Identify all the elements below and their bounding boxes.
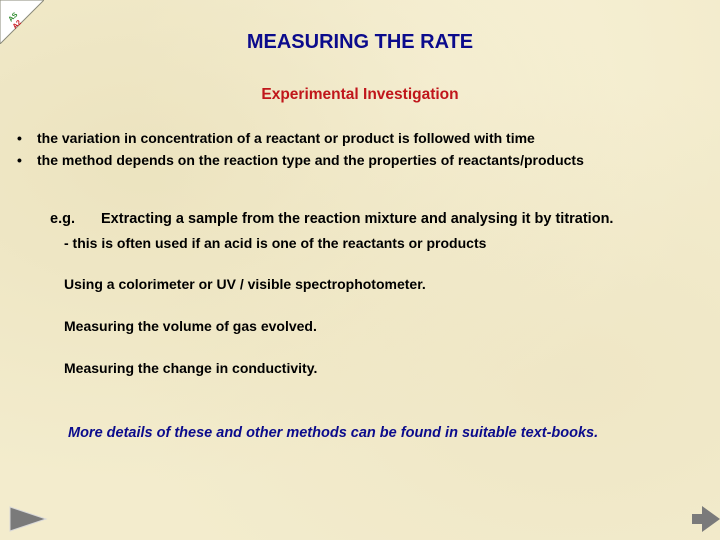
next-slide-button[interactable] <box>8 504 48 539</box>
method-item: Using a colorimeter or UV / visible spectrophotometer. <box>64 276 426 292</box>
bullet-list <box>17 127 707 171</box>
page-title: MEASURING THE RATE <box>246 31 474 53</box>
left-arrow-icon <box>8 504 48 534</box>
method-item: Measuring the change in conductivity. <box>64 360 318 376</box>
svg-text:A2: A2 <box>11 19 23 31</box>
menu-return-button[interactable] <box>692 504 720 539</box>
example-label: e.g. <box>50 211 75 227</box>
bullet-dot-icon: • <box>17 152 22 168</box>
bullet-item: • the variation in concentration of a reactant or product is followed with time <box>17 127 707 149</box>
bullet-item: • the method depends on the reaction type and the properties of reactants/products <box>17 149 707 171</box>
example-text: Extracting a sample from the reaction mixture and analysing it by titration. <box>101 211 614 227</box>
example-note: - this is often used if an acid is one of the reactants or products <box>64 235 487 251</box>
bullet-dot-icon: • <box>17 130 22 146</box>
svg-text:AS: AS <box>7 11 20 24</box>
page-subtitle: Experimental Investigation <box>261 86 459 103</box>
right-arrow-icon <box>692 504 720 534</box>
method-item: Measuring the volume of gas evolved. <box>64 318 317 334</box>
footer-note: More details of these and other methods can be found in suitable text-books. <box>68 425 599 441</box>
